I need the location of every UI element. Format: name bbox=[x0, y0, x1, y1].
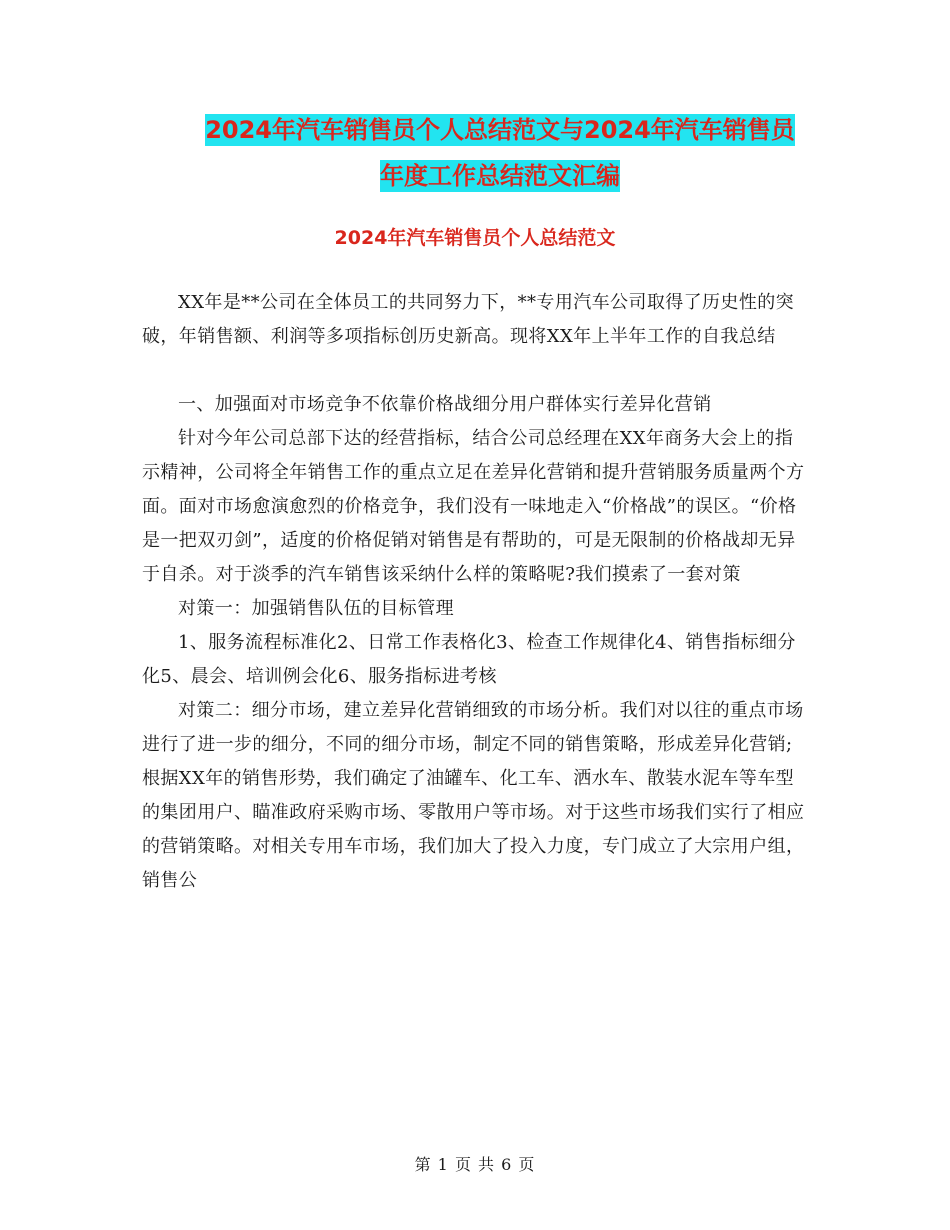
document-title-line-2 bbox=[140, 150, 860, 202]
paragraph-heading-1: 一、加强面对市场竞争不依靠价格战细分用户群体实行差异化营销 bbox=[178, 394, 712, 415]
paragraph-intro: XX年是**公司在全体员工的共同努力下，**专用汽车公司取得了历史性的突破，年销售额、利润等多项指标创历史新高。现将XX年上半年工作的自我总结 bbox=[142, 292, 795, 347]
paragraph-strategy-1: 对策一：加强销售队伍的目标管理 bbox=[178, 598, 454, 619]
paragraph-list: 1、服务流程标准化2、日常工作表格化3、检查工作规律化4、销售指标细分化5、晨会、培训例会化6、服务指标进考核 bbox=[142, 632, 796, 687]
title-highlight: 年度工作总结范文汇编 bbox=[380, 162, 620, 190]
page-footer: 第 1 页 共 6 页 bbox=[414, 1155, 536, 1174]
title-highlight: 2024年汽车销售员个人总结范文与2024年汽车销售员 bbox=[205, 116, 795, 144]
paragraph-strategy-2: 对策二：细分市场，建立差异化营销细致的市场分析。我们对以往的重点市场进行了进一步的细分，不同的细分市场，制定不同的销售策略，形成差异化营销;根据XX年的销售形势，我们确定了油罐车、化工车、洒水车、散装水泥车等车型的集团用户、瞄准政府采购市场、零散用户等市场。对于这些市场我们实行了相应的营销策略。对相关专用车市场，我们加大了投入力度，专门成立了大宗用户组，销售公 bbox=[142, 700, 805, 891]
document-body bbox=[142, 286, 810, 898]
paragraph: 针对今年公司总部下达的经营指标，结合公司总经理在XX年商务大会上的指示精神，公司将全年销售工作的重点立足在差异化营销和提升营销服务质量两个方面。面对市场愈演愈烈的价格竞争，我们没有一味地走入“价格战”的误区。“价格是一把双刃剑”，适度的价格促销对销售是有帮助的，可是无限制的价格战却无异于自杀。对于淡季的汽车销售该采纳什么样的策略呢?我们摸索了一套对策 bbox=[142, 428, 805, 585]
section-title: 2024年汽车销售员个人总结范文 bbox=[334, 227, 616, 249]
document-title-line-1 bbox=[140, 104, 860, 156]
